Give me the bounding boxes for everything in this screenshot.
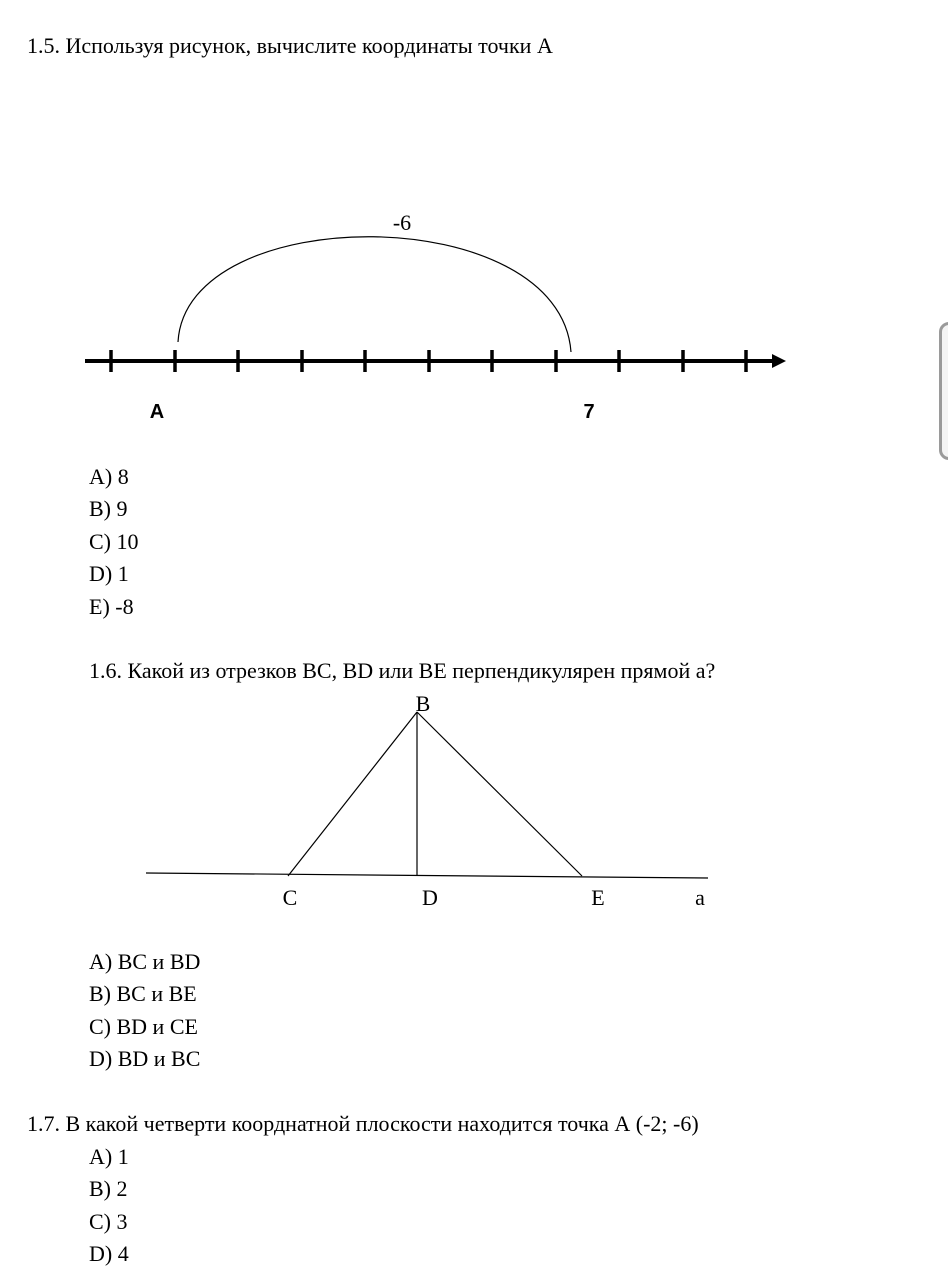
- segment-bc: [288, 712, 417, 876]
- question-1-6-text: 1.6. Какой из отрезков BC, BD или BE перпендикулярен прямой а?: [89, 658, 716, 683]
- option-a[interactable]: A) 8: [89, 464, 129, 489]
- question-1-7-text: 1.7. В какой четверти коорднатной плоскости находится точка А (-2; -6): [27, 1111, 699, 1136]
- option-b[interactable]: B) 2: [89, 1176, 128, 1202]
- label-b: B: [415, 691, 431, 716]
- perpendicular-figure: [146, 691, 708, 910]
- label-d: D: [422, 885, 438, 910]
- point-7-label: 7: [583, 401, 595, 423]
- option-d[interactable]: D) 1: [89, 561, 129, 587]
- option-e[interactable]: E) -8: [89, 593, 134, 619]
- option-a[interactable]: A) BC и BD: [89, 949, 201, 974]
- option-a[interactable]: A) 1: [89, 1144, 129, 1169]
- line-a: [146, 873, 708, 878]
- option-b[interactable]: B) BC и BE: [89, 981, 197, 1007]
- label-line-a: a: [695, 885, 705, 910]
- question-1-5-options: [89, 461, 139, 623]
- arc-label: -6: [392, 210, 412, 235]
- question-1-5-text: 1.5. Используя рисунок, вычислите координаты точки А: [27, 33, 553, 58]
- option-c[interactable]: C) 10: [89, 528, 139, 554]
- option-d[interactable]: D) 4: [89, 1241, 129, 1267]
- label-e: E: [591, 885, 605, 910]
- option-b[interactable]: B) 9: [89, 496, 128, 522]
- point-a-label: A: [149, 401, 165, 423]
- option-c[interactable]: C) 3: [89, 1208, 128, 1234]
- question-1-6-options: [89, 946, 200, 1076]
- label-c: C: [282, 885, 298, 910]
- scroll-handle[interactable]: [939, 322, 948, 460]
- option-c[interactable]: C) BD и CE: [89, 1013, 198, 1039]
- number-line-arrowhead: [772, 354, 786, 368]
- question-1-7-options: [89, 1141, 129, 1271]
- option-d[interactable]: D) BD и BC: [89, 1046, 201, 1072]
- segment-be: [417, 712, 582, 876]
- arc: [178, 237, 571, 352]
- number-line-figure: [85, 210, 786, 423]
